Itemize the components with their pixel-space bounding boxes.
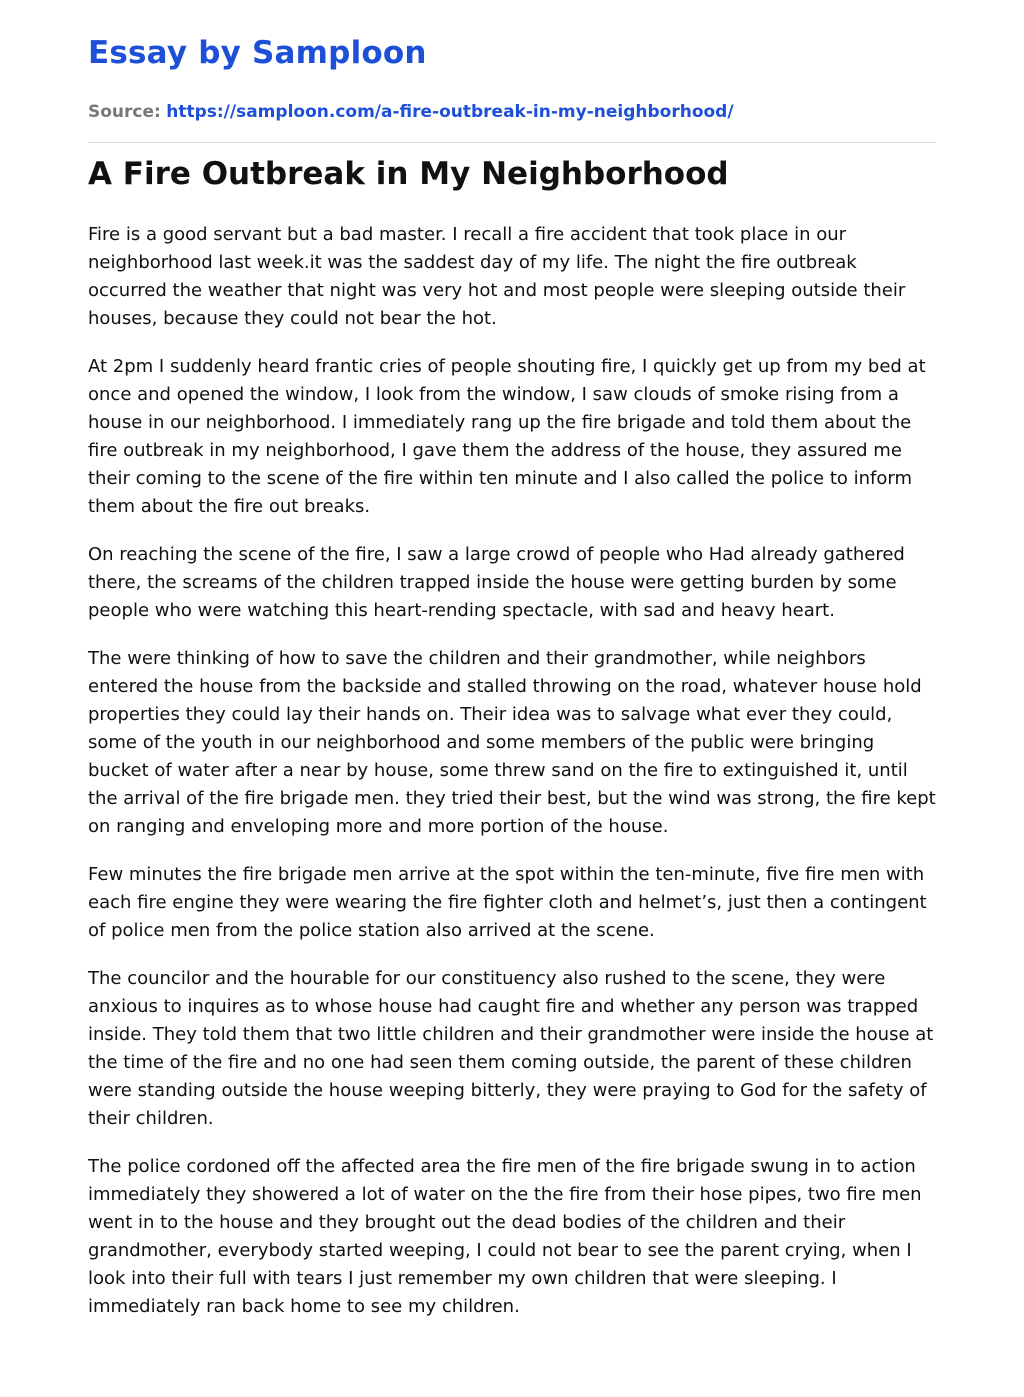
paragraph-6: The councilor and the hourable for our constituency also rushed to the scene, they were anxious to inquires as to whose house had caught fire and whether any person was trapped inside. They told them that two little children and their grandmother were inside the house at the time of the fire and no one had seen them coming outside, the parent of these children were standing outside the house weeping bitterly, they were praying to God for the safety of their children. [88,968,934,1129]
header-divider [88,142,936,143]
source-label: Source: [88,102,161,122]
paragraph-1: Fire is a good servant but a bad master. I recall a fire accident that took place in our neighborhood last week.it was the saddest day of my life. The night the fire outbreak occurred the weather that night was very hot and most people were sleeping outside their houses, because they could not bear the hot. [88,224,906,329]
paragraph-4: The were thinking of how to save the children and their grandmother, while neighbors entered the house from the backside and stalled throwing on the road, whatever house hold properties they could lay their hands on. Their idea was to salvage what ever they could, some of the youth in our neighborhood and some members of the public were bringing bucket of water after a near by house, some threw sand on the fire to extinguished it, until the arrival of the fire brigade men. they tried their best, but the wind was strong, the fire kept on ranging and enveloping more and more portion of the house. [88,648,936,837]
site-brand: Essay by Samploon [88,35,427,71]
source-line [88,102,734,122]
source-link[interactable]: https://samploon.com/a-fire-outbreak-in-my-neighborhood/ [166,102,734,122]
article-title: A Fire Outbreak in My Neighborhood [88,156,729,192]
article-body [88,221,938,1341]
paragraph-2: At 2pm I suddenly heard frantic cries of people shouting fire, I quickly get up from my bed at once and opened the window, I look from the window, I saw clouds of smoke rising from a house in our neighborhood. I immediately rang up the fire brigade and told them about the fire outbreak in my neighborhood, I gave them the address of the house, they assured me their coming to the scene of the fire within ten minute and I also called the police to inform them about the fire out breaks. [88,356,926,517]
paragraph-7: The police cordoned off the affected area the fire men of the fire brigade swung in to action immediately they showered a lot of water on the the fire from their hose pipes, two fire men went in to the house and they brought out the dead bodies of the children and their grandmother, everybody started weeping, I could not bear to see the parent crying, when I look into their full with tears I just remember my own children that were sleeping. I immediately ran back home to see my children. [88,1156,922,1317]
paragraph-3: On reaching the scene of the fire, I saw a large crowd of people who Had already gathered there, the screams of the children trapped inside the house were getting burden by some people who were watching this heart-rending spectacle, with sad and heavy heart. [88,544,905,621]
paragraph-5: Few minutes the fire brigade men arrive at the spot within the ten-minute, five fire men with each fire engine they were wearing the fire fighter cloth and helmet’s, just then a contingent of police men from the police station also arrived at the scene. [88,864,927,941]
